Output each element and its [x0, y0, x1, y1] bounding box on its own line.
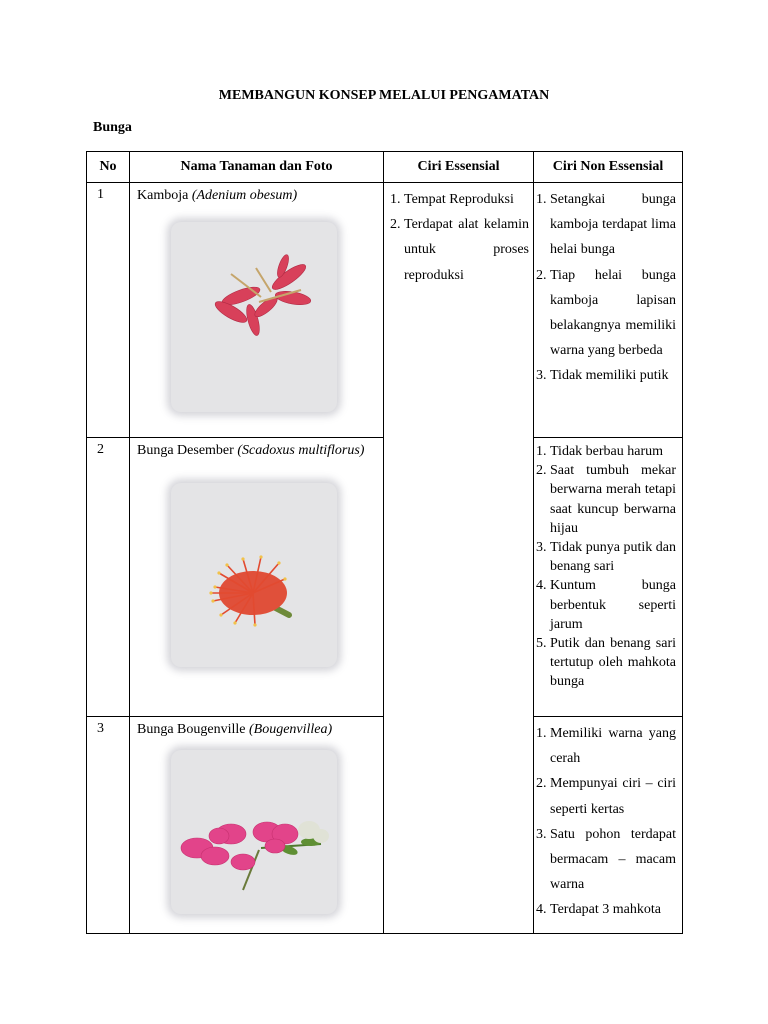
list-item: 1. Setangkai bunga kamboja terdapat lima helai bunga: [536, 192, 676, 258]
list-item: 5. Putik dan benang sari tertutup oleh mahkota bunga: [536, 636, 676, 690]
page-title: MEMBANGUN KONSEP MELALUI PENGAMATAN: [218, 88, 550, 103]
section-heading: Bunga: [93, 120, 132, 135]
list-item: 4. Kuntum bunga berbentuk seperti jarum: [536, 578, 676, 632]
list-item: 2. Tiap helai bunga kamboja lapisan belakangnya memiliki warna yang berbeda: [536, 267, 676, 359]
plant-latin-name: (Adenium obesum): [191, 188, 298, 203]
essential-list: [390, 187, 529, 288]
list-item: 3. Satu pohon terdapat bermacam – macam warna: [536, 826, 676, 893]
frangipani-flower-icon: [171, 222, 337, 412]
non-essential-list: [536, 721, 676, 923]
list-item: 3. Tidak memiliki putik: [536, 368, 669, 384]
plant-common-name: Bunga Desember: [137, 443, 234, 458]
plant-common-name: Bunga Bougenville: [137, 722, 246, 737]
non-essential-list: [536, 442, 676, 692]
plant-name: [137, 442, 376, 459]
header-no: No: [87, 152, 130, 183]
list-item: 4. Terdapat 3 mahkota: [536, 902, 661, 918]
list-item: 2. Terdapat alat kelamin untuk proses reproduksi: [390, 217, 529, 283]
list-item: 3. Tidak punya putik dan benang sari: [536, 540, 676, 575]
header-non-essential: Ciri Non Essensial: [534, 152, 683, 183]
plant-cell: [130, 717, 384, 934]
observation-table: [86, 151, 683, 934]
non-essential-cell: [534, 183, 683, 438]
list-item: 2. Mempunyai ciri – ciri seperti kertas: [536, 776, 676, 817]
list-item: 2. Saat tumbuh mekar berwarna merah tetapi saat kuncup berwarna hijau: [536, 463, 676, 536]
bougainvillea-flower-icon: [171, 750, 337, 914]
row-number: 3: [87, 717, 130, 934]
plant-latin-name: (Bougenvillea): [249, 722, 333, 737]
bougainvillea-flower-photo: [171, 750, 337, 914]
non-essential-cell: [534, 438, 683, 717]
frangipani-flower-photo: [171, 222, 337, 412]
blood-lily-flower-photo: [171, 483, 337, 667]
row-number: 2: [87, 438, 130, 717]
plant-common-name: Kamboja: [137, 188, 189, 203]
plant-name: [137, 721, 376, 738]
plant-latin-name: (Scadoxus multiflorus): [237, 443, 365, 458]
header-essential: Ciri Essensial: [384, 152, 534, 183]
non-essential-cell: [534, 717, 683, 934]
non-essential-list: [536, 187, 676, 389]
plant-name: [137, 187, 376, 204]
list-item: 1. Tempat Reproduksi: [390, 192, 514, 207]
list-item: 1. Memiliki warna yang cerah: [536, 726, 676, 767]
table-row: [87, 183, 683, 438]
row-number: 1: [87, 183, 130, 438]
table-header-row: [87, 152, 683, 183]
plant-cell: [130, 438, 384, 717]
blood-lily-flower-icon: [171, 483, 337, 667]
header-plant-name: Nama Tanaman dan Foto: [130, 152, 384, 183]
list-item: 1. Tidak berbau harum: [536, 444, 664, 459]
plant-cell: [130, 183, 384, 438]
essential-cell: [384, 183, 534, 934]
